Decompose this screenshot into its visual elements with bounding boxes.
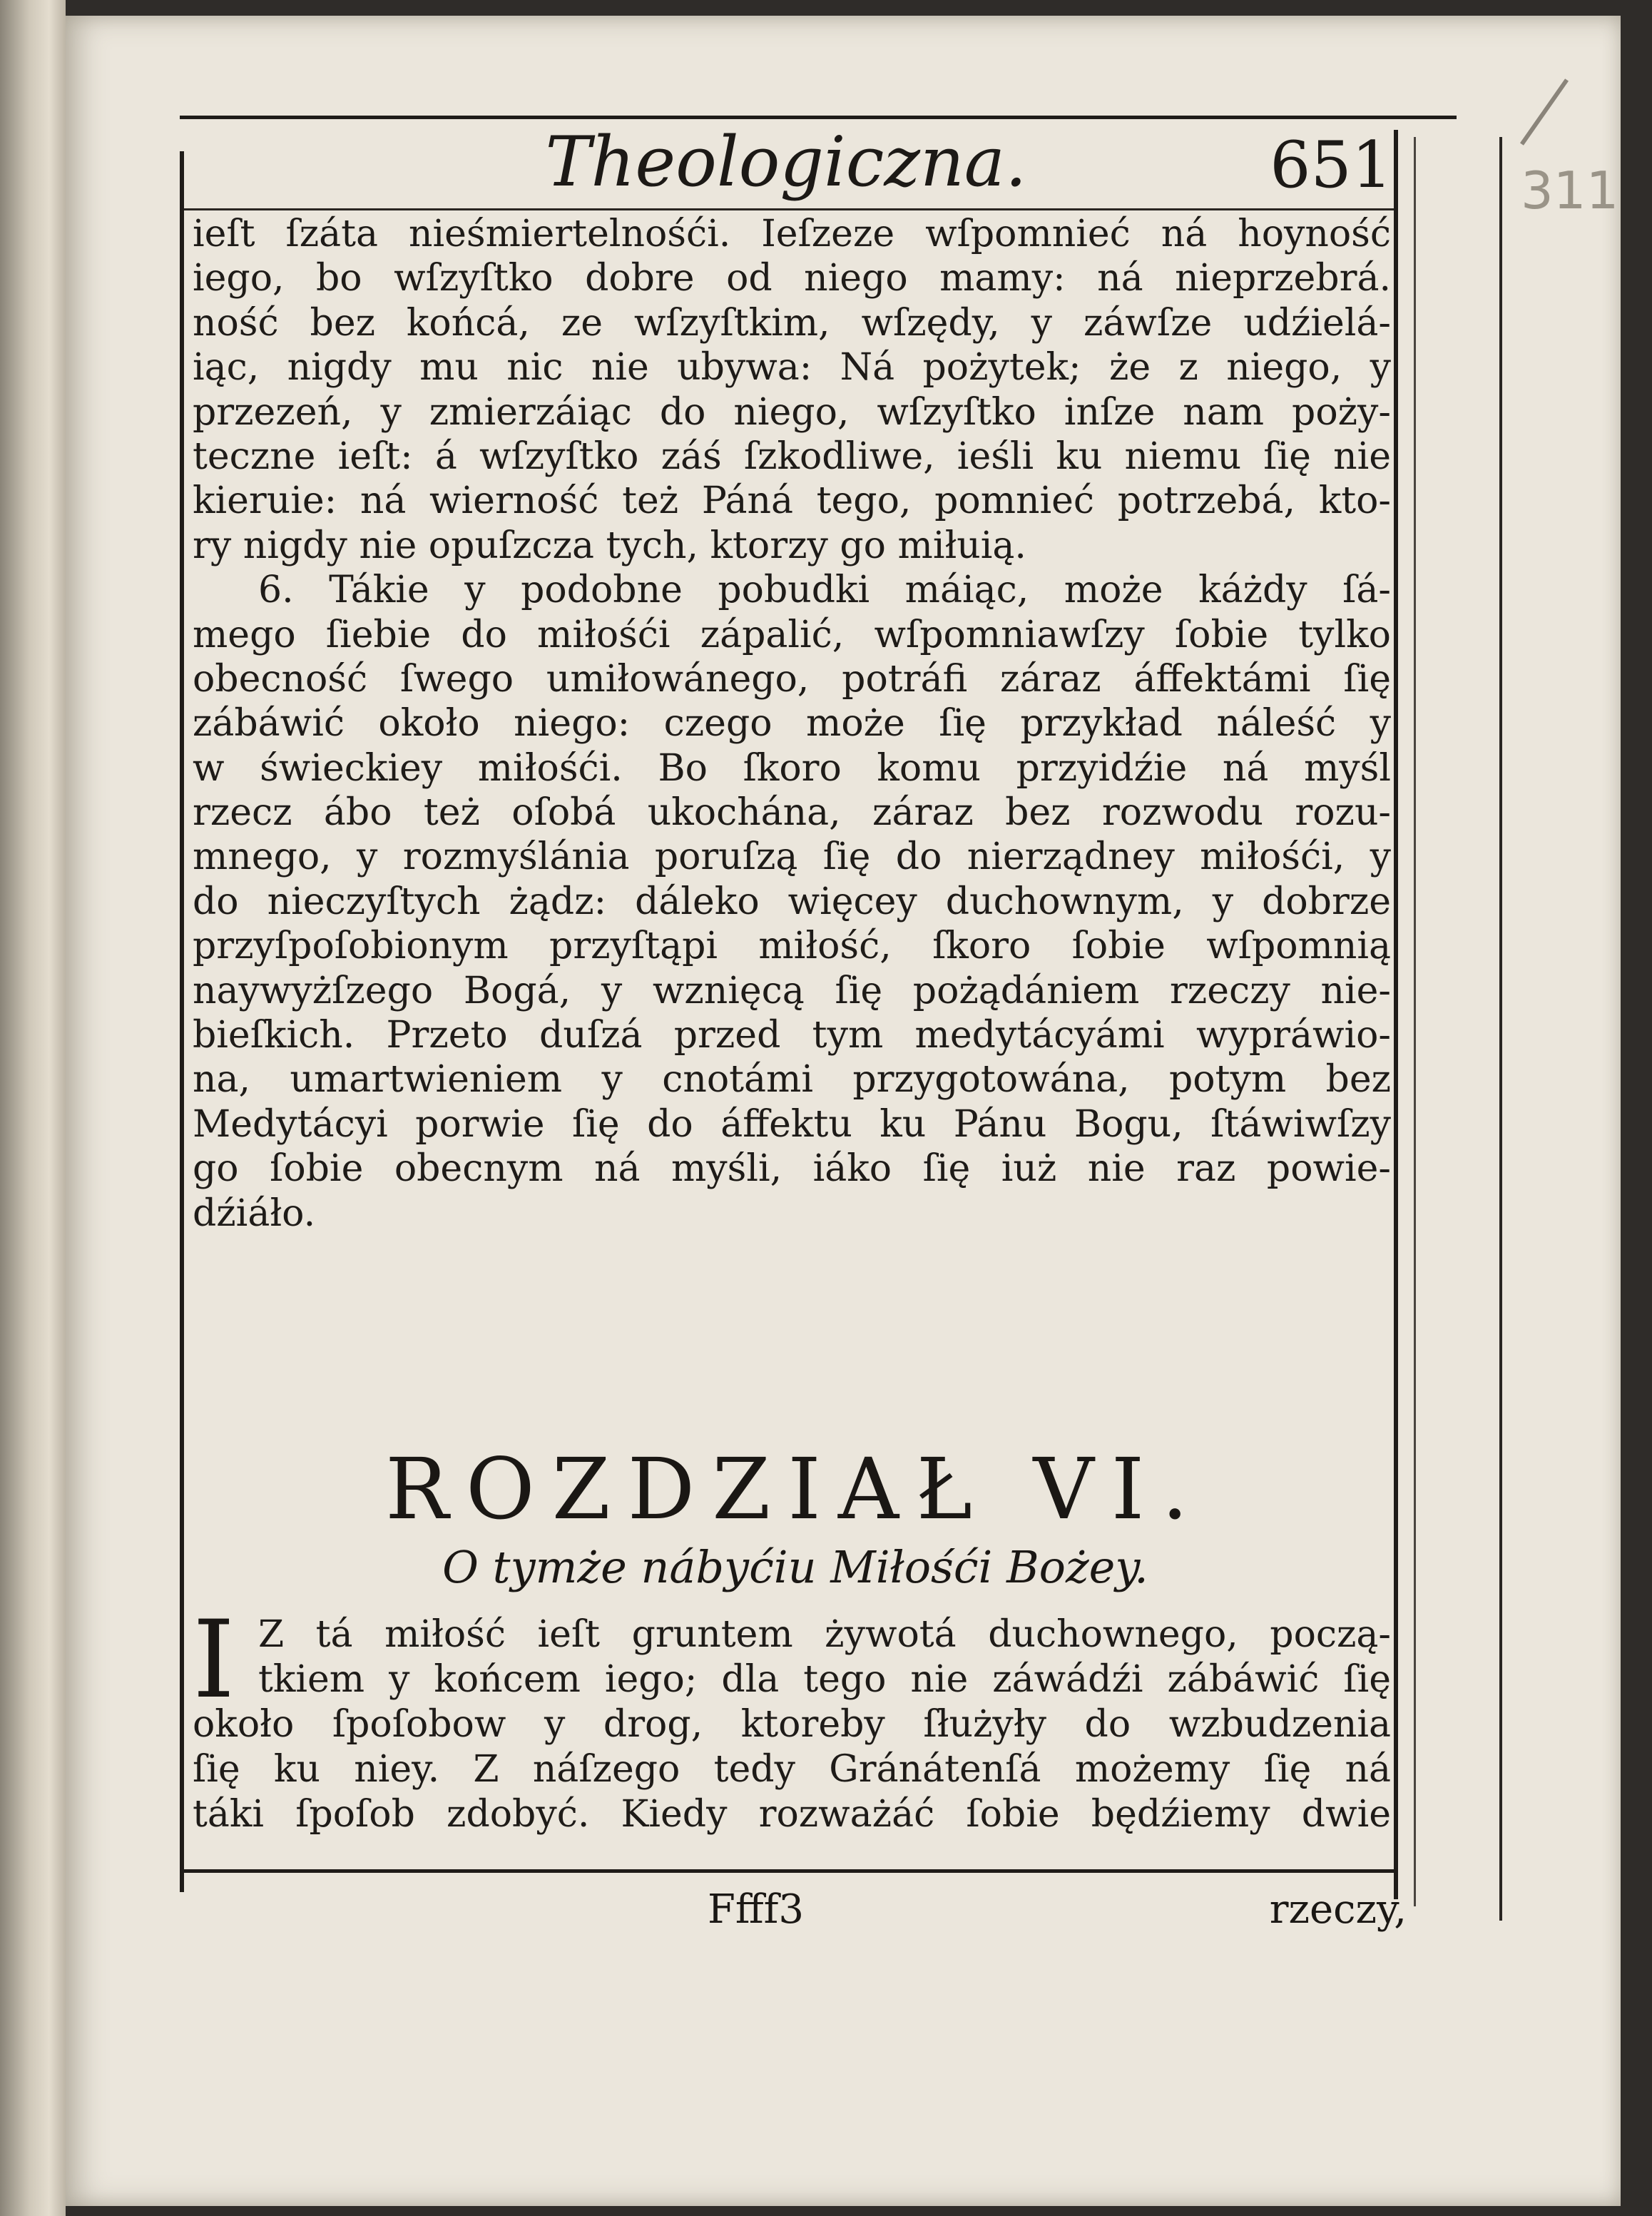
text-line: tkiem y końcem iego; dla tego nie záwádźi zábáwić ſię bbox=[258, 1658, 1391, 1701]
catchword: rzeczy, bbox=[1269, 1886, 1407, 1933]
signature-mark: Ffff3 bbox=[708, 1886, 804, 1933]
running-head: Theologiczna. bbox=[545, 122, 1027, 202]
margin-rule bbox=[1499, 137, 1502, 1921]
text-line: na, umartwieniem y cnotámi przygotowána, potym bez bbox=[193, 1058, 1391, 1102]
body-text bbox=[193, 212, 1391, 1236]
text-line: mego ſiebie do miłośći zápalić, wſpomniawſzy ſobie tylko bbox=[193, 613, 1391, 656]
text-frame-left-rule bbox=[180, 151, 184, 1892]
drop-capital: I bbox=[193, 1598, 235, 1722]
text-line: bieſkich. Przeto duſzá przed tym medytácyámi wypráwio- bbox=[193, 1014, 1391, 1057]
text-line: ry nigdy nie opuſzcza tych, ktorzy go miłuią. bbox=[193, 524, 1026, 567]
text-line: go ſobie obecnym ná myśli, iáko ſię iuż nie raz powie- bbox=[193, 1147, 1391, 1191]
book-page bbox=[66, 16, 1621, 2206]
text-line: táki ſpoſob zdobyć. Kiedy rozważáć ſobie będźiemy dwie bbox=[193, 1793, 1391, 1836]
text-line: 6. Tákie y podobne pobudki máiąc, może káżdy ſá- bbox=[258, 569, 1391, 612]
margin-folio-number: 311 bbox=[1521, 161, 1619, 220]
text-line: przezeń, y zmierzáiąc do niego, wſzyſtko inſze nam poży- bbox=[193, 390, 1391, 434]
text-line: dźiáło. bbox=[193, 1191, 316, 1235]
header-rule bbox=[184, 208, 1394, 210]
text-line: w świeckiey miłośći. Bo ſkoro komu przyidźie ná myśl bbox=[193, 746, 1391, 790]
text-line: przyſpoſobionym przyſtąpi miłość, ſkoro ſobie wſpomnią bbox=[193, 925, 1391, 968]
text-line: około ſpoſobow y drog, ktoreby ſłużyły do wzbudzenia bbox=[193, 1703, 1391, 1746]
facing-page-edge bbox=[0, 0, 66, 2216]
text-line: iego, bo wſzyſtko dobre od niego mamy: ná nieprzebrá. bbox=[193, 257, 1391, 300]
chapter-body-text bbox=[193, 1598, 1391, 1837]
text-line: obecność ſwego umiłowánego, potráfi záraz áffektámi ſię bbox=[193, 657, 1391, 701]
text-frame-outer-rule bbox=[1414, 137, 1416, 1906]
chapter-title: ROZDZIAŁ VI. bbox=[385, 1440, 1205, 1538]
text-line: kieruie: ná wierność też Páná tego, pomnieć potrzebá, kto- bbox=[193, 479, 1391, 523]
text-line: teczne ieſt: á wſzyſtko záś ſzkodliwe, ieśli ku niemu ſię nie bbox=[193, 434, 1391, 478]
text-line: ſię ku niey. Z náſzego tedy Gránátenſá możemy ſię ná bbox=[193, 1748, 1391, 1791]
text-frame-right-rule bbox=[1394, 130, 1398, 1899]
text-line: do nieczyſtych żądz: dáleko więcey duchownym, y dobrze bbox=[193, 880, 1391, 923]
text-line: rzecz ábo też oſobá ukochána, záraz bez rozwodu rozu- bbox=[193, 791, 1391, 835]
page-number: 651 bbox=[1270, 128, 1392, 203]
pencil-mark bbox=[1520, 78, 1569, 146]
text-line: ieſt ſzáta nieśmiertelnośći. Ieſzeze wſpomnieć ná hoyność bbox=[193, 213, 1391, 255]
text-line: iąc, nigdy mu nic nie ubywa: Ná pożytek; że z niego, y bbox=[193, 346, 1391, 390]
chapter-subtitle: O tymże nábyćiu Miłośći Bożey. bbox=[442, 1541, 1148, 1593]
text-line: Medytácyi porwie ſię do áffektu ku Pánu Bogu, ſtáwiwſzy bbox=[193, 1102, 1391, 1146]
footer-rule bbox=[184, 1869, 1397, 1873]
text-line: naywyżſzego Bogá, y wznięcą ſię pożądániem rzeczy nie- bbox=[193, 969, 1391, 1012]
text-line: zábáwić około niego: czego może ſię przykład náleść y bbox=[193, 702, 1391, 746]
text-line: Z tá miłość ieſt gruntem żywotá duchownego, począ- bbox=[258, 1613, 1391, 1656]
text-line: ność bez końcá, ze wſzyſtkim, wſzędy, y záwſze udźielá- bbox=[193, 301, 1391, 345]
text-line: mnego, y rozmyślánia poruſzą ſię do nierządney miłośći, y bbox=[193, 835, 1391, 879]
